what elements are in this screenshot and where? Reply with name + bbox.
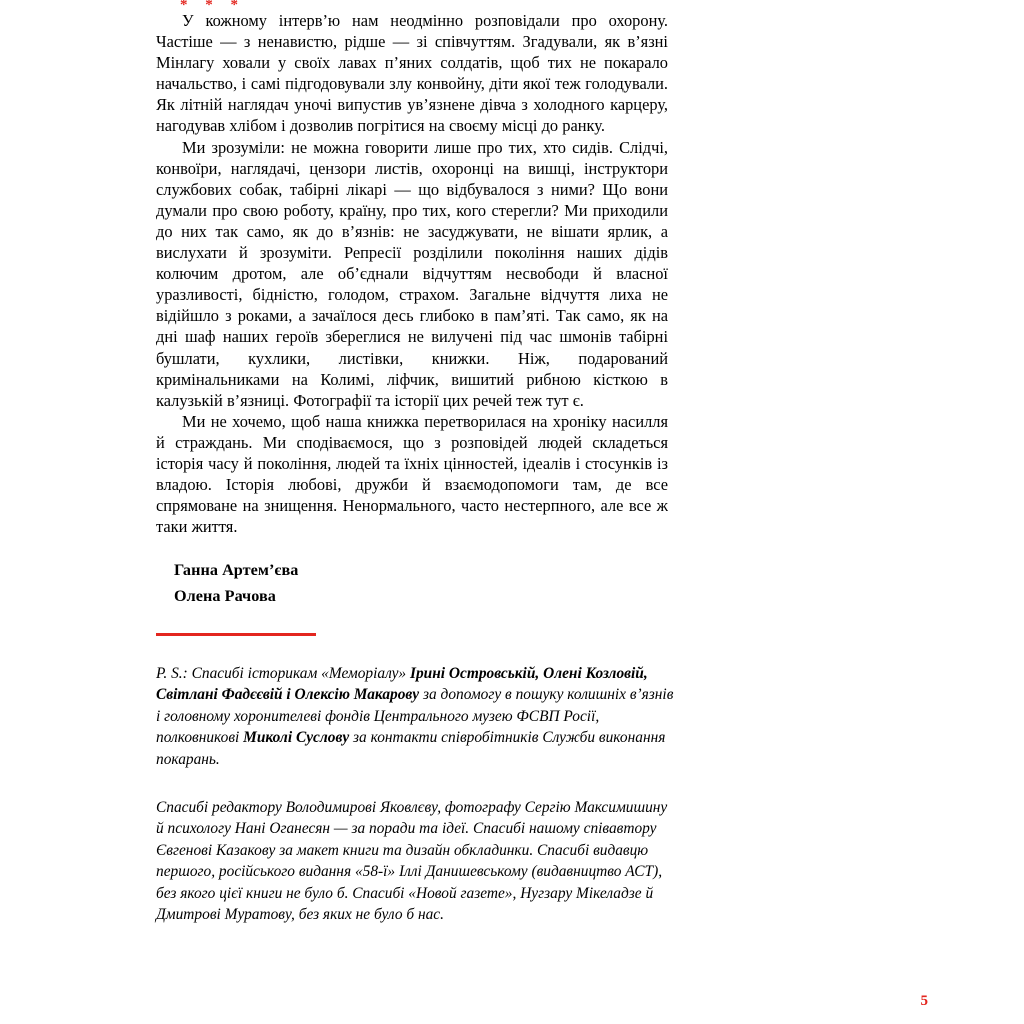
ps-tail-text: за контакти співробітників Служби виконання покарань. — [156, 729, 666, 768]
ps-names-group-2: Миколі Суслову — [243, 729, 350, 747]
author-signature-1: Ганна Артем’єва — [174, 561, 299, 579]
ps-middle-text: за допомогу в пошуку колишніх в’язнів і головному хоронителеві фондів Центрального музею ФСВП Росії, полковникові — [156, 686, 674, 747]
author-signature-2: Олена Рачова — [174, 587, 276, 605]
body-paragraph-3: Ми не хочемо, щоб наша книжка перетворилася на хроніку насилля й страждань. Ми сподіваємося, що з розповідей людей складеться історія часу й покоління, людей та їхніх цінностей, ідеалів і стосунків із владою. Історія любові, дружби й взаємодопомоги там, де все спрямоване на знищення. Ненормального, часто нестерпного, але все ж таки життя. — [156, 411, 668, 537]
body-paragraph-2: Ми зрозуміли: не можна говорити лише про тих, хто сидів. Слідчі, конвоїри, наглядачі, цензори листів, охоронці на вишці, інструктори службових собак, табірні лікарі — що відбувалося з ними? Що вони думали про свою роботу, країну, про тих, кого стерегли? Ми приходили до них так само, як до в’язнів: не засуджувати, не вішати ярлик, а вислухати й зрозуміти. Репресії розділили покоління наших дідів колючим дротом, але об’єднали відчуттям несвободи й власної уразливості, бідністю, голодом, страхом. Загальне відчуття лиха не відійшло з роками, а зачаїлося десь глибоко в пам’яті. Так само, як на дні шаф наших героїв збереглися не вилучені під час шмонів табірні бушлати, кухлики, листівки, книжки. Ніж, подарований кримінальниками на Колимі, ліфчик, вишитий рибною кісткою в калузькій в’язниці. Фотографії та історії цих речей теж тут є. — [156, 137, 668, 410]
postscript-acknowledgements-2 — [156, 797, 674, 925]
asterisk-ornament: * * * — [180, 0, 245, 10]
ps-names-group-1: Ірині Островській, Олені Козловій, Світлані Фадєєвій і Олексію Макарову — [156, 665, 648, 704]
ps-lead-text: P. S.: Спасибі історикам «Меморіалу» — [156, 665, 410, 682]
ps-second-text: Спасибі редактору Володимирові Яковлєву, фотографу Сергію Максимишину й психологу Нані Оганесян — за поради та ідеї. Спасибі нашому співавтору Євгенові Казакову за макет книги та дизайн обкладинки. Спасибі видавцю першого, російського видання «58-ї» Іллі Данишевському (видавництво АСТ), без якого цієї книги не було б. Спасибі «Новой газете», Нугзару Мікеладзе й Дмитрові Муратову, без яких не було б нас. — [156, 799, 668, 924]
postscript-acknowledgements-1 — [156, 663, 674, 770]
page-number: 5 — [920, 993, 928, 1009]
body-paragraph-1: У кожному інтерв’ю нам неодмінно розповідали про охорону. Частіше — з ненавистю, рідше — зі співчуттям. Згадували, як в’язні Мінлагу ховали у своїх лавах п’яних солдатів, щоб тих не покарало начальство, і самі підгодовували злу конвойну, діти якої теж голодували. Як літній наглядач уночі випустив ув’язнене дівча з холодного карцеру, нагодував хлібом і дозволив погрітися на своєму місці до ранку. — [156, 11, 668, 136]
signature-block — [174, 557, 574, 609]
text-column — [156, 0, 668, 537]
red-rule-divider — [156, 633, 316, 636]
